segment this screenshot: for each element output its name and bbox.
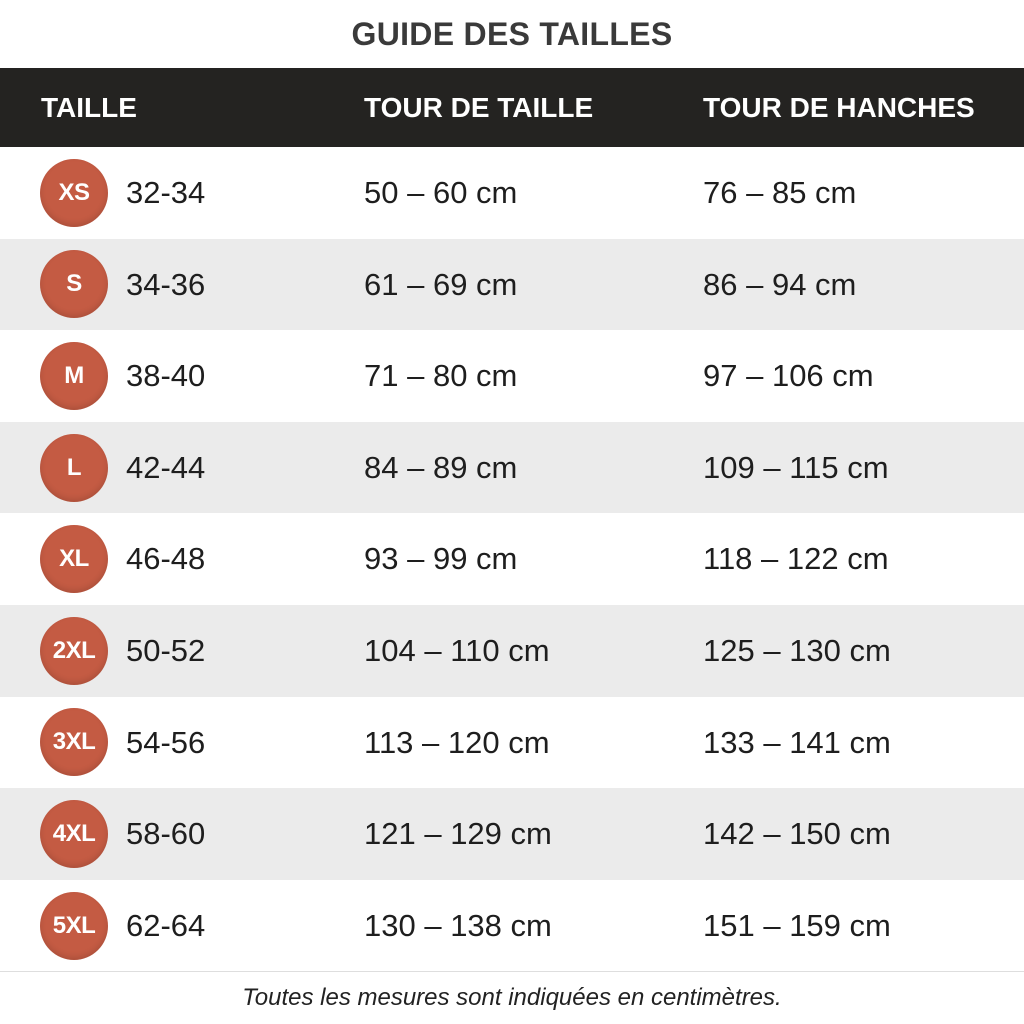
size-badge: XS bbox=[40, 159, 108, 227]
waist-cell: 93 – 99 cm bbox=[364, 541, 518, 577]
hips-cell: 151 – 159 cm bbox=[703, 907, 891, 943]
fr-size-cell: 42-44 bbox=[126, 449, 206, 485]
size-badge: M bbox=[40, 342, 108, 410]
fr-size-cell: 62-64 bbox=[126, 907, 206, 943]
size-badge: XL bbox=[40, 525, 108, 593]
waist-cell: 84 – 89 cm bbox=[364, 449, 518, 485]
column-header-waist: TOUR DE TAILLE bbox=[364, 92, 594, 123]
table-row bbox=[0, 880, 1024, 972]
table-row bbox=[0, 147, 1024, 239]
table-row bbox=[0, 422, 1024, 514]
hips-cell: 86 – 94 cm bbox=[703, 266, 857, 302]
hips-cell: 125 – 130 cm bbox=[703, 632, 891, 668]
column-header-hips: TOUR DE HANCHES bbox=[703, 92, 975, 123]
column-header-size: TAILLE bbox=[41, 92, 137, 123]
table-row bbox=[0, 513, 1024, 605]
page-title: GUIDE DES TAILLES bbox=[351, 16, 673, 52]
hips-cell: 133 – 141 cm bbox=[703, 724, 891, 760]
hips-cell: 76 – 85 cm bbox=[703, 175, 857, 210]
table-row bbox=[0, 330, 1024, 422]
table-row bbox=[0, 697, 1024, 789]
size-badge: S bbox=[40, 250, 108, 318]
waist-cell: 71 – 80 cm bbox=[364, 358, 518, 394]
fr-size-cell: 50-52 bbox=[126, 632, 206, 668]
footnote: Toutes les mesures sont indiquées en centimètres. bbox=[242, 984, 782, 1011]
hips-cell: 118 – 122 cm bbox=[703, 541, 889, 577]
fr-size-cell: 38-40 bbox=[126, 358, 206, 394]
size-badge: L bbox=[40, 434, 108, 502]
fr-size-cell: 58-60 bbox=[126, 816, 206, 852]
size-table-body bbox=[0, 147, 1024, 971]
waist-cell: 104 – 110 cm bbox=[364, 632, 550, 668]
waist-cell: 121 – 129 cm bbox=[364, 816, 552, 852]
table-header bbox=[0, 68, 1024, 147]
fr-size-cell: 54-56 bbox=[126, 724, 206, 760]
hips-cell: 109 – 115 cm bbox=[703, 449, 889, 485]
table-row bbox=[0, 788, 1024, 880]
size-badge: 2XL bbox=[40, 617, 108, 685]
table-row bbox=[0, 605, 1024, 697]
waist-cell: 61 – 69 cm bbox=[364, 266, 518, 302]
size-badge: 5XL bbox=[40, 892, 108, 960]
fr-size-cell: 46-48 bbox=[126, 541, 206, 577]
waist-cell: 113 – 120 cm bbox=[364, 724, 550, 760]
fr-size-cell: 34-36 bbox=[126, 266, 206, 302]
fr-size-cell: 32-34 bbox=[126, 175, 206, 210]
size-badge: 3XL bbox=[40, 708, 108, 776]
size-badge: 4XL bbox=[40, 800, 108, 868]
hips-cell: 142 – 150 cm bbox=[703, 816, 891, 852]
waist-cell: 130 – 138 cm bbox=[364, 907, 552, 943]
hips-cell: 97 – 106 cm bbox=[703, 358, 874, 394]
table-row bbox=[0, 239, 1024, 331]
waist-cell: 50 – 60 cm bbox=[364, 175, 518, 210]
